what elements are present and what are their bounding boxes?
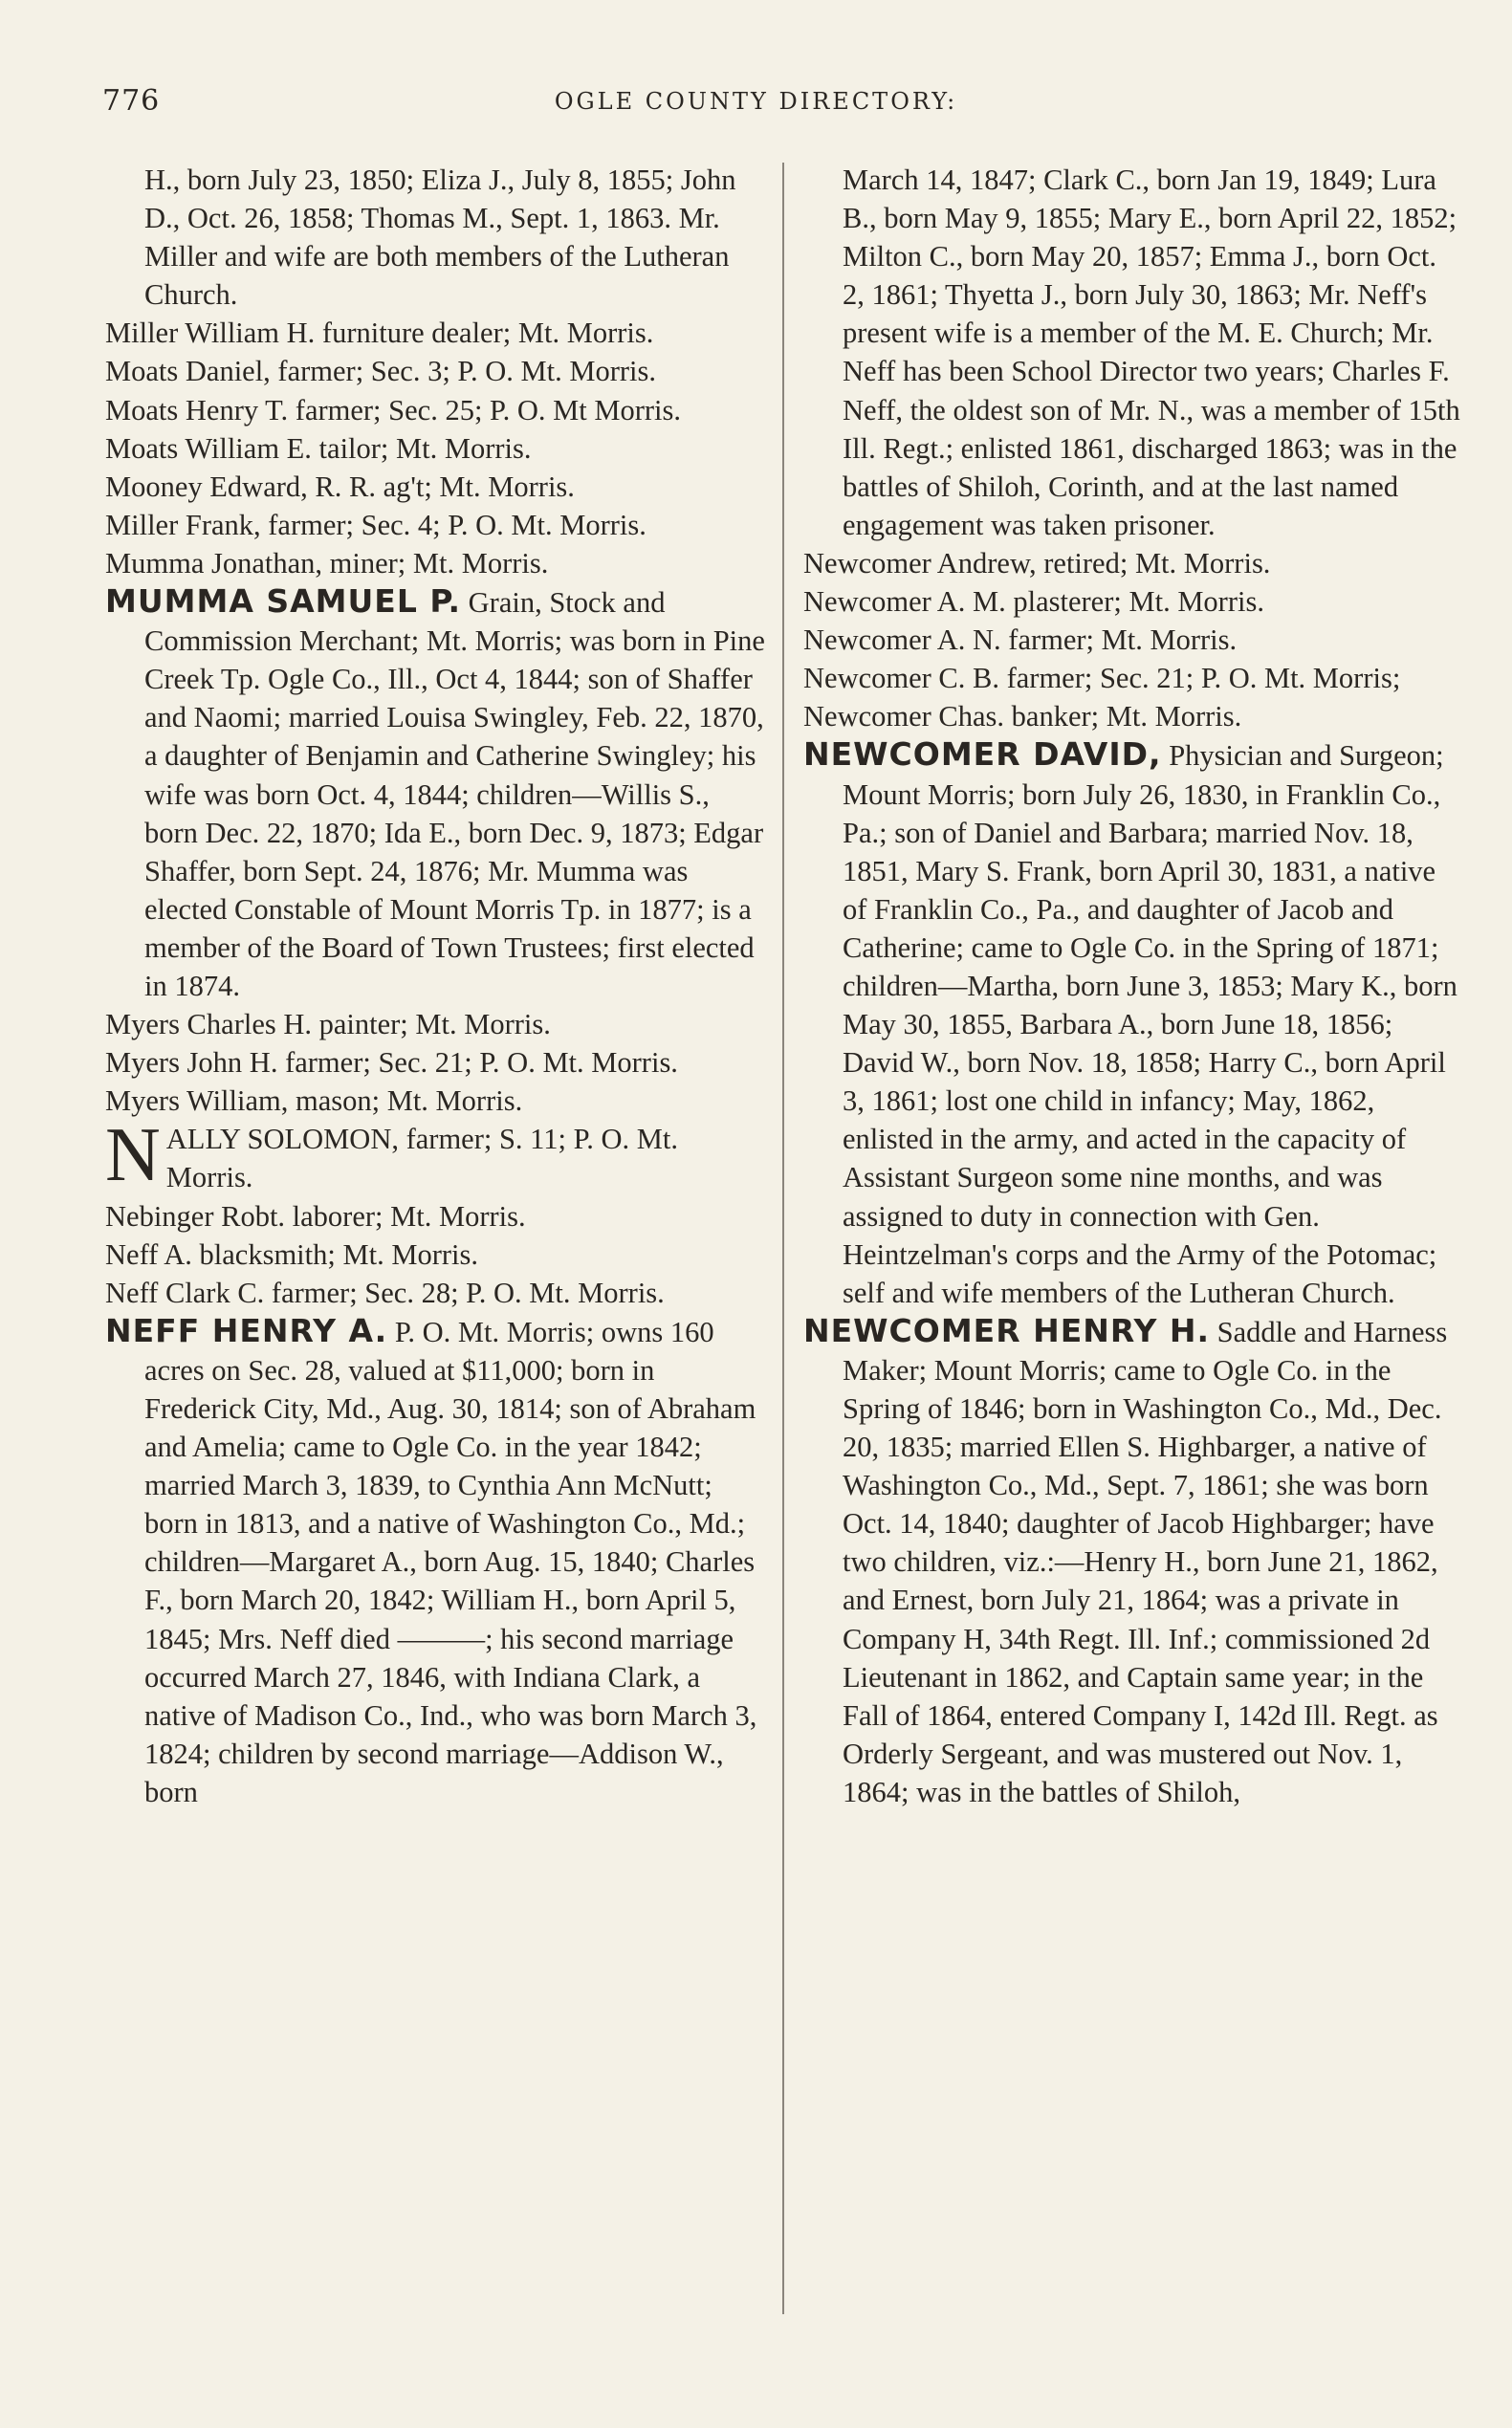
directory-entry [105, 1082, 765, 1120]
directory-entry [803, 582, 1463, 621]
entry-text: Mooney Edward, R. R. ag't; Mt. Morris. [105, 470, 575, 503]
entry-text: Moats William E. tailor; Mt. Morris. [105, 431, 532, 465]
drop-cap-entry-text: ALLY SOLOMON, farmer; S. 11; P. O. Mt. Morris. [165, 1123, 678, 1194]
directory-entry [105, 1197, 765, 1236]
entry-text: Newcomer Chas. banker; Mt. Morris. [803, 700, 1242, 733]
entry-text: Newcomer A. M. plasterer; Mt. Morris. [803, 585, 1264, 619]
directory-entry [105, 1274, 765, 1312]
entry-text: Newcomer C. B. farmer; Sec. 21; P. O. Mt. Morris; [803, 662, 1401, 695]
directory-entry [105, 544, 765, 582]
entry-text: Neff A. blacksmith; Mt. Morris. [105, 1237, 478, 1271]
directory-entry [105, 582, 765, 1005]
directory-entry [105, 352, 765, 390]
entry-text: Physician and Surgeon; Mount Morris; born July 26, 1830, in Franklin Co., Pa.; son of Daniel and Barbara; married Nov. 18, 1851, Mary S. Frank, born April 30, 1831, a native of Franklin Co., Pa., and daughter of Jacob and Catherine; came to Ogle Co. in the Spring of 1871; children—Martha, born June 3, 1853; Mary K., born May 30, 1855, Barbara A., born June 18, 1856; David W., born Nov. 18, 1858; Harry C., born April 3, 1861; lost one child in infancy; May, 1862, enlisted in the army, and acted in the capacity of Assistant Surgeon some nine months, and was assigned to duty in connection with Gen. Heintzelman's corps and the Army of the Potomac; self and wife members of the Lutheran Church. [843, 739, 1457, 1309]
directory-entry [105, 391, 765, 429]
entry-name: NEWCOMER HENRY H. [803, 1311, 1211, 1349]
directory-entry [105, 468, 765, 506]
entry-name: MUMMA SAMUEL P. [105, 582, 462, 621]
right-column [803, 161, 1463, 1811]
entry-text: Miller William H. furniture dealer; Mt. Morris. [105, 317, 654, 350]
entry-text: Mumma Jonathan, miner; Mt. Morris. [105, 546, 549, 580]
entry-text: Saddle and Harness Maker; Mount Morris; came to Ogle Co. in the Spring of 1846; born in Washington Co., Md., Dec. 20, 1835; married Ellen S. Highbarger, a native of Washington Co., Md., Sept. 7, 1861; she was born Oct. 14, 1840; daughter of Jacob Highbarger; have two children, viz.:—Henry H., born June 21, 1862, and Ernest, born July 21, 1864; was a private in Company H, 34th Regt. Ill. Inf.; commissioned 2d Lieutenant in 1862, and Captain same year; in the Fall of 1864, entered Company I, 142d Ill. Regt. as Orderly Sergeant, and was mustered out Nov. 1, 1864; was in the battles of Shiloh, [843, 1315, 1448, 1808]
left-column [105, 161, 765, 1811]
directory-entry [105, 506, 765, 544]
entry-text: Newcomer Andrew, retired; Mt. Morris. [803, 546, 1271, 580]
drop-cap-entry [105, 1113, 765, 1198]
directory-entry [803, 1312, 1463, 1811]
directory-entry [105, 1043, 765, 1082]
entry-text: P. O. Mt. Morris; owns 160 acres on Sec. 28, valued at $11,000; born in Frederick City, Md., Aug. 30, 1814; son of Abraham and Amelia; came to Ogle Co. in the year 1842; married March 3, 1839, to Cynthia Ann McNutt; born in 1813, and a native of Washington Co., Md.; children—Margaret A., born Aug. 15, 1840; Charles F., born March 20, 1842; William H., born April 5, 1845; Mrs. Neff died ———; his second marriage occurred March 27, 1846, with Indiana Clark, a native of Madison Co., Ind., who was born March 3, 1824; children by second marriage—Addison W., born [144, 1315, 757, 1808]
continued-entry: March 14, 1847; Clark C., born Jan 19, 1849; Lura B., born May 9, 1855; Mary E., born April 22, 1852; Milton C., born May 20, 1857; Emma J., born Oct. 2, 1861; Thyetta J., born July 30, 1863; Mr. Neff's present wife is a member of the M. E. Church; Mr. Neff has been School Director two years; Charles F. Neff, the oldest son of Mr. N., was a member of 15th Ill. Regt.; enlisted 1861, discharged 1863; was in the battles of Shiloh, Corinth, and at the last named engagement was taken prisoner. [843, 164, 1460, 541]
directory-entry [105, 314, 765, 352]
directory-entry [803, 735, 1463, 1311]
directory-entry [803, 621, 1463, 659]
entry-text: Myers John H. farmer; Sec. 21; P. O. Mt. Morris. [105, 1046, 678, 1080]
running-head: OGLE COUNTY DIRECTORY: [554, 88, 958, 115]
directory-entry [105, 429, 765, 468]
continued-entry: H., born July 23, 1850; Eliza J., July 8, 1855; John D., Oct. 26, 1858; Thomas M., Sept. 1, 1863. Mr. Miller and wife are both members of the Lutheran Church. [144, 164, 736, 312]
directory-entry [105, 1236, 765, 1274]
entry-text: Grain, Stock and Commission Merchant; Mt. Morris; was born in Pine Creek Tp. Ogle Co., Ill., Oct 4, 1844; son of Shaffer and Naomi; married Louisa Swingley, Feb. 22, 1870, a daughter of Benjamin and Catherine Swingley; his wife was born Oct. 4, 1844; children—Willis S., born Dec. 22, 1870; Ida E., born Dec. 9, 1873; Edgar Shaffer, born Sept. 24, 1876; Mr. Mumma was elected Constable of Mount Morris Tp. in 1877; is a member of the Board of Town Trustees; first elected in 1874. [144, 586, 765, 1002]
directory-entry [105, 1312, 765, 1811]
entry-text: Neff Clark C. farmer; Sec. 28; P. O. Mt. Morris. [105, 1276, 665, 1309]
column-divider [782, 163, 784, 2314]
entry-text: Miller Frank, farmer; Sec. 4; P. O. Mt. Morris. [105, 508, 646, 541]
directory-entry [105, 1005, 765, 1043]
page-header [0, 84, 1512, 122]
entry-text: Newcomer A. N. farmer; Mt. Morris. [803, 623, 1238, 657]
directory-entry [803, 544, 1463, 582]
entry-text: Moats Henry T. farmer; Sec. 25; P. O. Mt Morris. [105, 393, 682, 427]
directory-entry [803, 659, 1463, 697]
entry-name: NEWCOMER DAVID, [803, 735, 1162, 774]
entry-text: Nebinger Robt. laborer; Mt. Morris. [105, 1199, 526, 1233]
directory-entry [803, 697, 1463, 735]
drop-cap-initial: N [105, 1113, 161, 1198]
entry-text: Moats Daniel, farmer; Sec. 3; P. O. Mt. Morris. [105, 355, 657, 388]
entry-text: Myers William, mason; Mt. Morris. [105, 1084, 523, 1118]
entry-name: NEFF HENRY A. [105, 1311, 388, 1349]
page-number: 776 [102, 84, 161, 118]
entry-text: Myers Charles H. painter; Mt. Morris. [105, 1008, 551, 1041]
